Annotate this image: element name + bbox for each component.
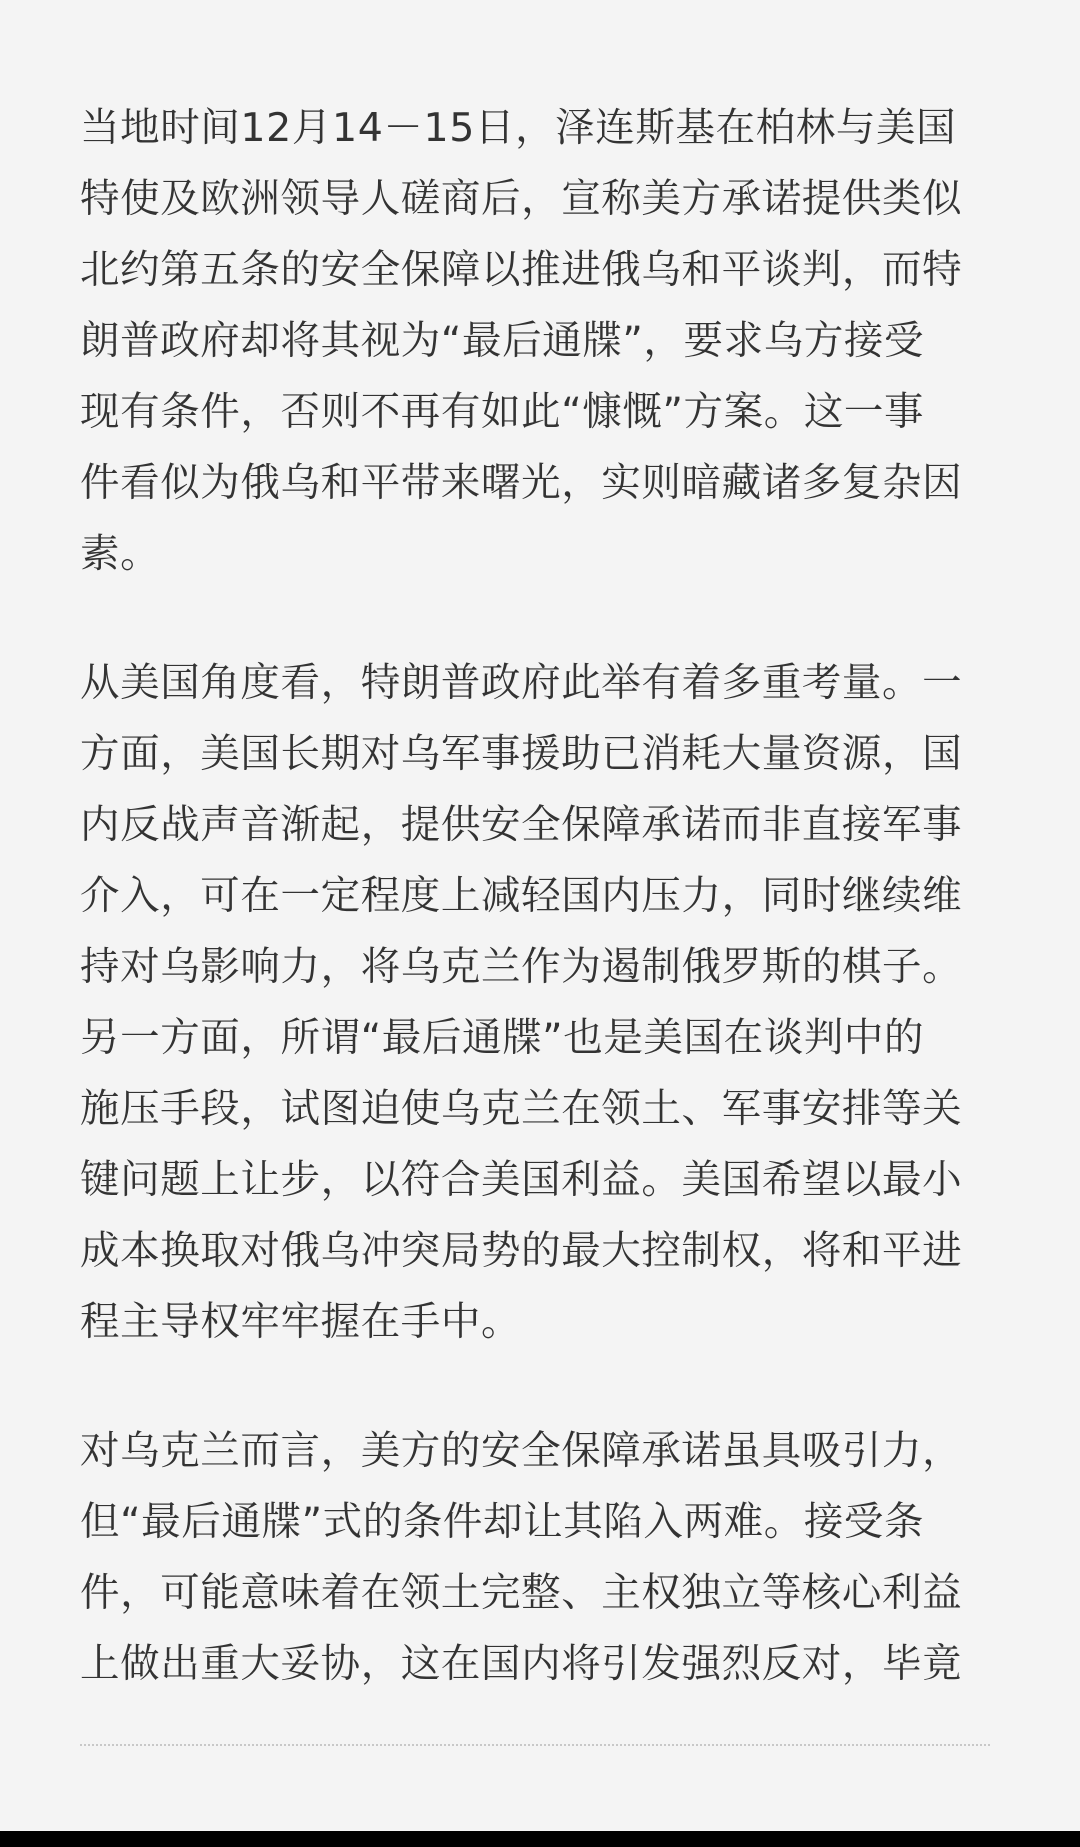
text-line: 件，可能意味着在领土完整、主权独立等核心利益 [80,1570,963,1616]
text-line: 持对乌影响力，将乌克兰作为遏制俄罗斯的棋子。 [80,944,963,990]
text-line: 特使及欧洲领导人磋商后，宣称美方承诺提供类似 [80,176,963,222]
text-line: 施压手段，试图迫使乌克兰在领土、军事安排等关 [80,1086,963,1132]
text-line: 对乌克兰而言，美方的安全保障承诺虽具吸引力， [80,1428,963,1474]
paragraph-1 [80,93,990,590]
text-line: 但“最后通牒”式的条件却让其陷入两难。接受条 [80,1499,925,1545]
text-line: 键问题上让步，以符合美国利益。美国希望以最小 [80,1157,963,1203]
text-line: 件看似为俄乌和平带来曙光，实则暗藏诸多复杂因 [80,460,963,506]
text-line: 现有条件，否则不再有如此“慷慨”方案。这一事 [80,389,925,435]
paragraph-2 [80,648,990,1358]
text-line: 素。 [80,531,161,577]
text-line: 另一方面，所谓“最后通牒”也是美国在谈判中的 [80,1015,925,1061]
text-line: 当地时间12月14－15日，泽连斯基在柏林与美国 [80,105,957,151]
text-line: 北约第五条的安全保障以推进俄乌和平谈判，而特 [80,247,963,293]
text-line: 方面，美国长期对乌军事援助已消耗大量资源，国 [80,731,963,777]
dotted-divider [80,1744,990,1746]
text-line: 成本换取对俄乌冲突局势的最大控制权，将和平进 [80,1228,963,1274]
article-body [80,93,990,1758]
text-line: 内反战声音渐起，提供安全保障承诺而非直接军事 [80,802,963,848]
bottom-edge-bar [0,1831,1080,1847]
text-line: 程主导权牢牢握在手中。 [80,1299,522,1345]
paragraph-3 [80,1416,990,1700]
text-line: 从美国角度看，特朗普政府此举有着多重考量。一 [80,660,963,706]
text-line: 朗普政府却将其视为“最后通牒”，要求乌方接受 [80,318,925,364]
text-line: 介入，可在一定程度上减轻国内压力，同时继续维 [80,873,963,919]
text-line: 上做出重大妥协，这在国内将引发强烈反对，毕竟 [80,1641,963,1687]
